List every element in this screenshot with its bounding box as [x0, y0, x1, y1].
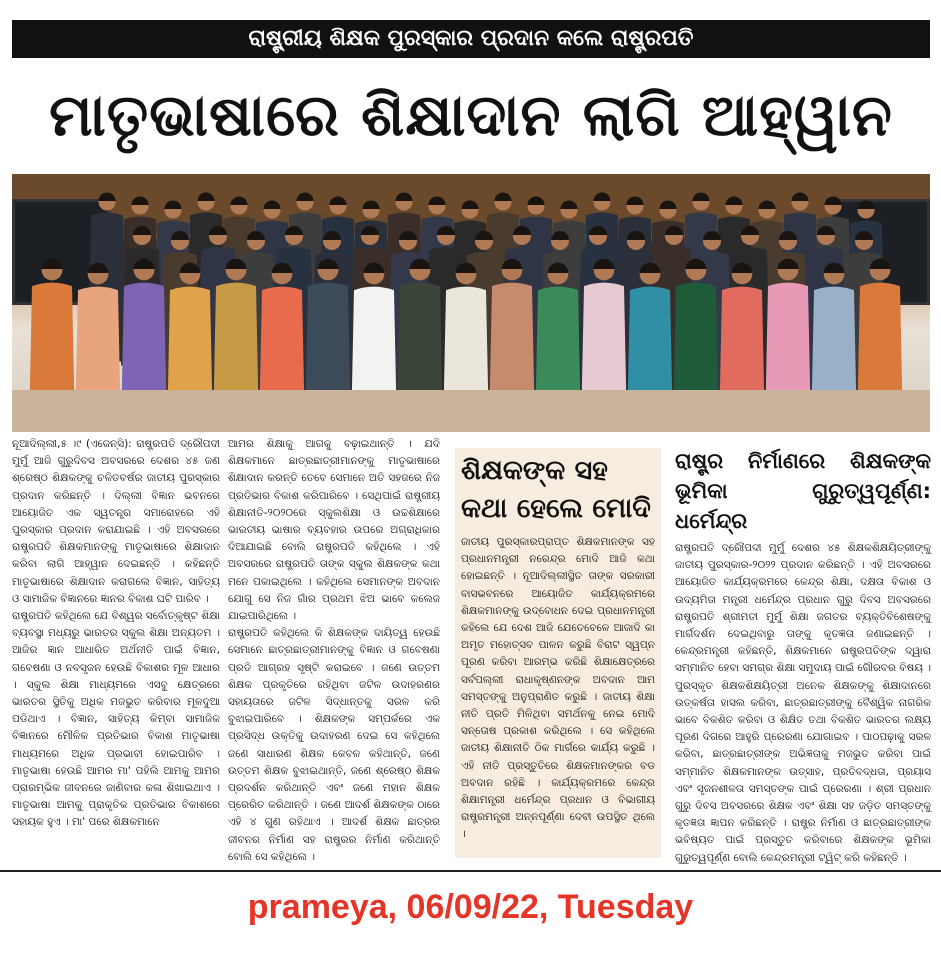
sidebar-box-title: ଶିକ୍ଷକଙ୍କ ସହ କଥା ହେଲେ ମୋଦି — [461, 455, 651, 524]
sidebar-box-text: ଜାତୀୟ ପୁରସ୍କାରପ୍ରାପ୍ତ ଶିକ୍ଷକମାନଙ୍କ ସହ ପ୍ରଧାନମନ୍ତ୍ରୀ ନରେନ୍ଦ୍ର ମୋଦି ଆଜି କଥା ହୋଇଛନ୍ତି । ନୂଆଦିଲ୍ଲୀସ୍ଥିତ ତାଙ୍କ ସରକାରୀ ବାସଭବନରେ ଆୟୋଜିତ କାର୍ଯ୍ୟକ୍ରମରେ ଶିକ୍ଷକମାନଙ୍କୁ ଉଦ୍‌ବୋଧନ ଦେଇ ପ୍ରଧାନମନ୍ତ୍ରୀ କହିଲେ ଯେ ଦେଶ ଆଜି ଯେତେବେଳେ ଆଜାଦି କା ଅମୃତ ମହୋତ୍ସବ ପାଳନ କରୁଛି ବିରାଟ ସ୍ୱପ୍ନ ପୂରଣ କରିବା ଆରମ୍ଭ କରିଛି ଶିକ୍ଷାକ୍ଷେତ୍ରରେ ସର୍ବପଲ୍ଲୀ ରାଧାକୃଷ୍ଣନଙ୍କ ଅବଦାନ ଆମ ସମସ୍ତଙ୍କୁ ଅନୁପ୍ରାଣିତ କରୁଛି । ଜାତୀୟ ଶିକ୍ଷା ନୀତି ପ୍ରତି ମିଳିଥିବା ସମର୍ଥନକୁ ନେଇ ମୋଦି ସନ୍ତୋଷ ପ୍ରକାଶ କରିଥିଲେ । ସେ କହିଥିଲେ ଜାତୀୟ ଶିକ୍ଷାନୀତି ଠିକ ମାର୍ଗରେ କାର୍ଯ୍ୟ କରୁଛି । ଏହି ନୀତି ପ୍ରସ୍ତୁତିରେ ଶିକ୍ଷକମାନଙ୍କର ବଡ ଅବଦାନ ରହିଛି । କାର୍ଯ୍ୟକ୍ରମରେ କେନ୍ଦ୍ର ଶିକ୍ଷାମନ୍ତ୍ରୀ ଧର୍ମେନ୍ଦ୍ର ପ୍ରଧାନ ଓ ବିଭାଗୀୟ ରାଷ୍ଟ୍ରମନ୍ତ୍ରୀ ଅନ୍ନପୂର୍ଣ୍ଣା ଦେବୀ ଉପସ୍ଥିତ ଥିଲେ । — [461, 536, 655, 841]
column-2-paragraph-2: ରାଷ୍ଟ୍ରପତି କହିଥିଲେ କି ଶିକ୍ଷକଙ୍କ ଦାୟିତ୍ୱ ହେଉଛି ସେମାନେ ଛାତ୍ରଛାତ୍ରୀମାନଙ୍କୁ ବିଜ୍ଞାନ ଓ ଗବେଷଣା ପ୍ରତି ଆଗ୍ରହ ସୃଷ୍ଟି କରାଇବେ । ଜଣେ ଉତ୍ତମ ଶିକ୍ଷକ ପ୍ରକୃତିରେ ରହିଥିବା ଜଟିଳ ଉଦାହରଣର ସହାୟତାରେ ଜଟିଳ ସିଦ୍ଧାନ୍ତକୁ ସରଳ କରି ବୁଝାଇପାରିବେ । ଶିକ୍ଷକଙ୍କ ସମ୍ପର୍କରେ ଏକ ପ୍ରସିଦ୍ଧ ଉକ୍ତିକୁ ଉଦାହରଣ ଦେଇ ସେ କହିଥିଲେ ଜଣେ ସାଧାରଣ ଶିକ୍ଷକ କେବଳ କହିଥାନ୍ତି, ଜଣେ ଉତ୍ତମ ଶିକ୍ଷକ ବୁଝାଇଥାନ୍ତି, ଜଣେ ଶ୍ରେଷ୍ଠ ଶିକ୍ଷକ ପ୍ରଦର୍ଶନ କରିଥାନ୍ତି ଏବଂ ଜଣେ ମହାନ ଶିକ୍ଷକ ପ୍ରେରିତ କରିଥାନ୍ତି । ଜଣେ ଆଦର୍ଶ ଶିକ୍ଷକଙ୍କ ଠାରେ ଏହି ୪ ଗୁଣ ରହିଥାଏ । ଆଦର୍ଶ ଶିକ୍ଷକ ଛାତ୍ରର ଜୀବନର ନିର୍ମାଣ ସହ ରାଷ୍ଟ୍ରର ନିର୍ମାଣ କରିଥାନ୍ତି ବୋଲି ସେ କହିଥିଲେ । — [228, 627, 440, 863]
modi-sidebar-box — [455, 448, 661, 858]
article-column-2 — [228, 436, 440, 866]
kicker-banner: ରାଷ୍ଟ୍ରୀୟ ଶିକ୍ଷକ ପୁରସ୍କାର ପ୍ରଦାନ କଲେ ରାଷ୍ଟ୍ରପତି — [12, 20, 930, 58]
photo-floor — [12, 390, 930, 432]
side-article-text: ରାଷ୍ଟ୍ରପତି ଦ୍ରୌପଦୀ ମୁର୍ମୁ ଦେଶର ୪୫ ଶିକ୍ଷକଶିକ୍ଷୟିତ୍ରୀଙ୍କୁ ଜାତୀୟ ପୁରସ୍କାର-୨୦୨୨ ପ୍ରଦାନ କରିଛନ୍ତି । ଏହି ଅବସରରେ ଆୟୋଜିତ କାର୍ଯ୍ୟକ୍ରମରେ କେନ୍ଦ୍ର ଶିକ୍ଷା, ଦକ୍ଷତା ବିକାଶ ଓ ଉଦ୍ୟମିତା ମନ୍ତ୍ରୀ ଧର୍ମେନ୍ଦ୍ର ପ୍ରଧାନ ଗୁରୁ ଦିବସ ଅବସରରେ ରାଷ୍ଟ୍ରପତି ଶ୍ରୀମତୀ ମୁର୍ମୁ ଶିକ୍ଷା ଜଗତର ବ୍ୟକ୍ତିବିଶେଷଙ୍କୁ ମାର୍ଗଦର୍ଶନ ଦେଇଥିବାରୁ ତାଙ୍କୁ କୃତଜ୍ଞତା ଜଣାଇଛନ୍ତି । କେନ୍ଦ୍ରମନ୍ତ୍ରୀ କହିଛନ୍ତି, ଶିକ୍ଷକମାନେ ରାଷ୍ଟ୍ରପତିଙ୍କ ଦ୍ୱାରା ସମ୍ମାନିତ ହେବା ସମଗ୍ର ଶିକ୍ଷା ସମୁଦାୟ ପାଇଁ ଗୌରବର ବିଷୟ । ପୁରସ୍କୃତ ଶିକ୍ଷକଶିକ୍ଷୟିତ୍ରୀ ଅନେକ ଶିକ୍ଷକଙ୍କୁ ଶିକ୍ଷାଦାନରେ ଉତ୍କର୍ଷତା ହାସଲ କରିବା, ଛାତ୍ରଛାତ୍ରୀଙ୍କୁ ବୈଶ୍ୱିକ ନାଗରିକ ଭାବେ ବିକଶିତ କରିବା ଓ ଶିକ୍ଷିତ ତଥା ବିକଶିତ ଭାରତର ଲକ୍ଷ୍ୟ ପୂରଣ ଦିଗରେ ଆହୁରି ପ୍ରେରଣା ଯୋଗାଇବ । ପାଠପଢ଼ାକୁ ସରଳ କରିବା, ଛାତ୍ରଛାତ୍ରୀଙ୍କ ଅଭିଜ୍ଞତାକୁ ମଜଭୁତ କରିବା ପାଇଁ ସମ୍ମାନିତ ଶିକ୍ଷକମାନଙ୍କ ଉତ୍ସାହ, ପ୍ରତିବଦ୍ଧତା, ପ୍ରୟାସ ଏବଂ ସୃଜନଶୀଳତା ସମସ୍ତଙ୍କ ପାଇଁ ପ୍ରେରଣା । ଶ୍ରୀ ପ୍ରଧାନ ଗୁରୁ ଦିବସ ଅବସରରେ ଶିକ୍ଷକ ଏବଂ ଶିକ୍ଷା ସହ ଜଡ଼ିତ ସମସ୍ତଙ୍କୁ କୃତଜ୍ଞତା ଜ୍ଞାପନ କରିଛନ୍ତି । ରାଷ୍ଟ୍ର ନିର୍ମାଣ ଓ ଛାତ୍ରଛାତ୍ରୀଙ୍କ ଭବିଷ୍ୟତ ପାଇଁ ପ୍ରସ୍ତୁତ କରିବାରେ ଶିକ୍ଷକଙ୍କ ଭୂମିକା ଗୁରୁତ୍ୱପୂର୍ଣ୍ଣ ବୋଲି କେନ୍ଦ୍ରମନ୍ତ୍ରୀ ଟ୍ୱିଟ୍ କରି କହିଛନ୍ତି । — [675, 542, 931, 864]
footer-divider — [0, 870, 941, 872]
column-2-paragraph-1: ଆମର ଶିକ୍ଷାକୁ ଆଗକୁ ବଢ଼ାଇଥାନ୍ତି । ଯଦି ଶିକ୍ଷକମାନେ ଛାତ୍ରଛାତ୍ରୀମାନଙ୍କୁ ମାତୃଭାଷାରେ ଶିକ୍ଷାଦାନ କରନ୍ତି ତେବେ ସେମାନେ ଅତି ସହଜରେ ନିଜ ପ୍ରତିଭାର ବିକାଶ କରିପାରିବେ । ସେଥିପାଇଁ ରାଷ୍ଟ୍ରୀୟ ଶିକ୍ଷାନୀତି-୨୦୨୦ରେ ସ୍କୁଲଶିକ୍ଷା ଓ ଉଚ୍ଚଶିକ୍ଷାରେ ଭାରତୀୟ ଭାଷାର ବ୍ୟବହାର ଉପରେ ଅଗ୍ରାଧିକାର ଦିଆଯାଇଛି ବୋଲି ରାଷ୍ଟ୍ରପତି କହିଥିଲେ । ଏହି ଅବସରରେ ରାଷ୍ଟ୍ରପତି ତାଙ୍କ ସ୍କୁଲ ଶିକ୍ଷକଙ୍କ କଥା ମନେ ପକାଇଥିଲେ । କହିଥିଲେ ସେମାନଙ୍କ ଅବଦାନ ଯୋଗୁ ସେ ନିଜ ଗାଁର ପ୍ରଥମ ଝିଅ ଭାବେ କଲେଜ ଯାଇପାରିଥିଲେ । — [228, 438, 440, 623]
group-photo — [12, 174, 930, 432]
side-article-title: ରାଷ୍ଟ୍ର ନିର୍ମାଣରେ ଶିକ୍ଷକଙ୍କ ଭୂମିକା ଗୁରୁତ୍ୱପୂର୍ଣ୍ଣ: ଧର୍ମେନ୍ଦ୍ର — [675, 449, 931, 533]
headline: ମାତୃଭାଷାରେ ଶିକ୍ଷାଦାନ ଲାଗି ଆହ୍ୱାନ — [49, 81, 893, 149]
source-caption: prameya, 06/09/22, Tuesday — [247, 888, 694, 926]
article-column-1 — [12, 436, 220, 832]
article-column-4 — [675, 436, 931, 867]
column-1-paragraph-1: ନୂଆଦିଲ୍ଲୀ,୫ ।୯ (ଏଜେନ୍ସି): ରାଷ୍ଟ୍ରପତି ଦ୍ରୌପଦୀ ମୁର୍ମୁ ଆଜି ଗୁରୁଦିବସ ଅବସରରେ ଦେଶର ୪୫ ଜଣ ଶ୍ରେଷ୍ଠ ଶିକ୍ଷକଙ୍କୁ ଚଳିତବର୍ଷର ଜାତୀୟ ପୁରସ୍କାର ପ୍ରଦାନ କରିଛନ୍ତି । ଦିଲ୍ଲୀ ବିଜ୍ଞାନ ଭବନରେ ଆୟୋଜିତ ଏକ ସ୍ୱତନ୍ତ୍ର ସମାରୋହରେ ଏହି ପୁରସ୍କାର ପ୍ରଦାନ କରାଯାଇଛି । ଏହି ଅବସରରେ ରାଷ୍ଟ୍ରପତି ଶିକ୍ଷକମାନଙ୍କୁ ମାତୃଭାଷାରେ ଶିକ୍ଷାଦାନ କରିବା ଲାଗି ଆହ୍ୱାନ ଦେଇଛନ୍ତି । କହିଛନ୍ତି ମାତୃଭାଷାରେ ଶିକ୍ଷାଦାନ କରାଗଲେ ବିଜ୍ଞାନ, ସାହିତ୍ୟ ଓ ସାମାଜିକ ବିଜ୍ଞାନରେ ଜ୍ଞାନର ବିକାଶ ଘଟି ପାରିବ । — [12, 438, 220, 605]
column-1-paragraph-2: ରାଷ୍ଟ୍ରପତି କହିଥିଲେ ଯେ ବିଶ୍ୱର ସର୍ବୋତ୍କୃଷ୍ଟ ଶିକ୍ଷା ବ୍ୟବସ୍ଥା ମଧ୍ୟରୁ ଭାରତର ସ୍କୁଲ ଶିକ୍ଷା ଅନ୍ୟତମ । ଆଜିର ଜ୍ଞାନ ଆଧାରିତ ଅର୍ଥନୀତି ପାଇଁ ବିଜ୍ଞାନ, ଗବେଷଣା ଓ ନବସୃଜନ ହେଉଛି ବିକାଶର ମୂଳ ଆଧାର । ସ୍କୁଲ ଶିକ୍ଷା ମାଧ୍ୟମରେ ଏସବୁ କ୍ଷେତ୍ରରେ ଭାରତର ସ୍ଥିତିକୁ ଅଧିକ ମଜଭୁତ କରିବାର ମୂଳଦୁଆ ପଡିଥାଏ । ବିଜ୍ଞାନ, ସାହିତ୍ୟ କିମ୍ବା ସାମାଜିକ ବିଜ୍ଞାନରେ ମୌଳିକ ପ୍ରତିଭାର ବିକାଶ ମାତୃଭାଷା ମାଧ୍ୟମରେ ଅଧିକ ପ୍ରଭାବୀ ହୋଇପାରିବ । ମାତୃଭାଷା ହେଉଛି ଆମର ମା' ପହିଲି ଆମକୁ ଆମର ପ୍ରାରମ୍ଭିକ ଜୀବନରେ ଜାଣିବାର କଳା ଶିଖାଇଥାଏ । ମାତୃଭାଷା ଆମକୁ ପ୍ରାକୃତିକ ପ୍ରତିଭାର ବିକାଶରେ ସହାୟକ ହୁଏ । ମା' ପରେ ଶିକ୍ଷକମାନେ — [12, 610, 220, 829]
